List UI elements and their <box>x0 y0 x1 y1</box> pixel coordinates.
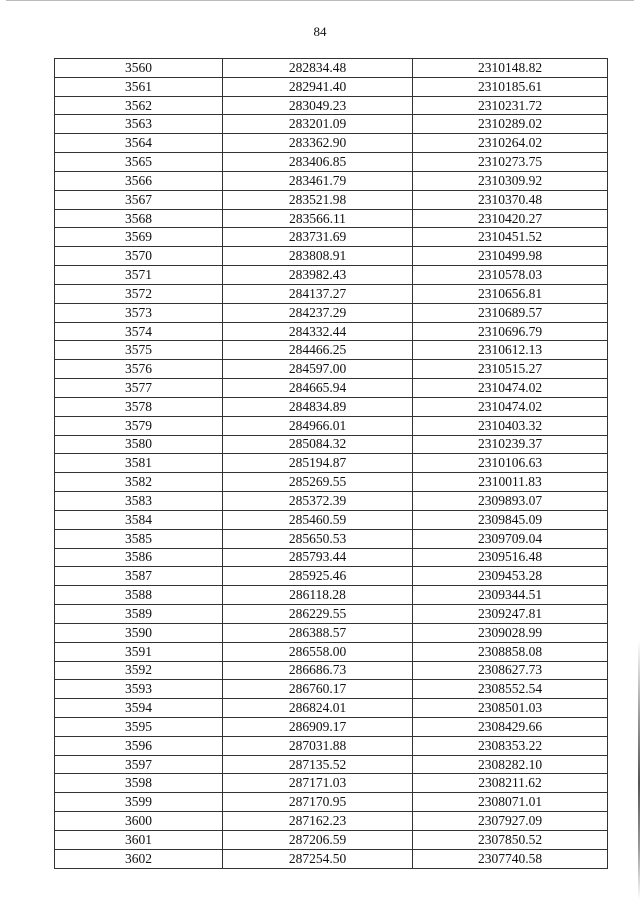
x-coordinate-cell: 286760.17 <box>223 680 413 699</box>
x-coordinate-cell: 284597.00 <box>223 360 413 379</box>
y-coordinate-cell: 2310420.27 <box>413 209 608 228</box>
point-number-cell: 3598 <box>55 774 223 793</box>
x-coordinate-cell: 284466.25 <box>223 341 413 360</box>
table-row <box>55 228 608 247</box>
x-coordinate-cell: 286909.17 <box>223 717 413 736</box>
y-coordinate-cell: 2310264.02 <box>413 134 608 153</box>
y-coordinate-cell: 2308552.54 <box>413 680 608 699</box>
point-number-cell: 3599 <box>55 793 223 812</box>
x-coordinate-cell: 284137.27 <box>223 284 413 303</box>
x-coordinate-cell: 283049.23 <box>223 96 413 115</box>
x-coordinate-cell: 285793.44 <box>223 548 413 567</box>
point-number-cell: 3565 <box>55 153 223 172</box>
table-row <box>55 322 608 341</box>
table-row <box>55 774 608 793</box>
x-coordinate-cell: 283982.43 <box>223 266 413 285</box>
table-row <box>55 341 608 360</box>
table-row <box>55 473 608 492</box>
y-coordinate-cell: 2310273.75 <box>413 153 608 172</box>
point-number-cell: 3589 <box>55 605 223 624</box>
table-row <box>55 717 608 736</box>
table-row <box>55 303 608 322</box>
point-number-cell: 3585 <box>55 529 223 548</box>
y-coordinate-cell: 2310148.82 <box>413 59 608 78</box>
x-coordinate-cell: 287254.50 <box>223 849 413 868</box>
table-row <box>55 642 608 661</box>
point-number-cell: 3595 <box>55 717 223 736</box>
point-number-cell: 3572 <box>55 284 223 303</box>
y-coordinate-cell: 2310474.02 <box>413 397 608 416</box>
point-number-cell: 3600 <box>55 812 223 831</box>
y-coordinate-cell: 2310499.98 <box>413 247 608 266</box>
y-coordinate-cell: 2308282.10 <box>413 755 608 774</box>
x-coordinate-cell: 287135.52 <box>223 755 413 774</box>
table-row <box>55 492 608 511</box>
y-coordinate-cell: 2308071.01 <box>413 793 608 812</box>
point-number-cell: 3596 <box>55 736 223 755</box>
table-row <box>55 190 608 209</box>
x-coordinate-cell: 283566.11 <box>223 209 413 228</box>
point-number-cell: 3573 <box>55 303 223 322</box>
point-number-cell: 3568 <box>55 209 223 228</box>
y-coordinate-cell: 2309028.99 <box>413 623 608 642</box>
table-row <box>55 266 608 285</box>
table-row <box>55 454 608 473</box>
x-coordinate-cell: 284834.89 <box>223 397 413 416</box>
point-number-cell: 3569 <box>55 228 223 247</box>
point-number-cell: 3563 <box>55 115 223 134</box>
y-coordinate-cell: 2310403.32 <box>413 416 608 435</box>
y-coordinate-cell: 2310370.48 <box>413 190 608 209</box>
point-number-cell: 3562 <box>55 96 223 115</box>
y-coordinate-cell: 2310515.27 <box>413 360 608 379</box>
y-coordinate-cell: 2308627.73 <box>413 661 608 680</box>
y-coordinate-cell: 2308858.08 <box>413 642 608 661</box>
y-coordinate-cell: 2310106.63 <box>413 454 608 473</box>
table-row <box>55 793 608 812</box>
table-row <box>55 247 608 266</box>
x-coordinate-cell: 283201.09 <box>223 115 413 134</box>
point-number-cell: 3584 <box>55 510 223 529</box>
point-number-cell: 3577 <box>55 379 223 398</box>
x-coordinate-cell: 283521.98 <box>223 190 413 209</box>
table-row <box>55 529 608 548</box>
table-row <box>55 284 608 303</box>
point-number-cell: 3574 <box>55 322 223 341</box>
x-coordinate-cell: 283731.69 <box>223 228 413 247</box>
x-coordinate-cell: 285650.53 <box>223 529 413 548</box>
y-coordinate-cell: 2310689.57 <box>413 303 608 322</box>
x-coordinate-cell: 285925.46 <box>223 567 413 586</box>
x-coordinate-cell: 285194.87 <box>223 454 413 473</box>
y-coordinate-cell: 2310612.13 <box>413 341 608 360</box>
x-coordinate-cell: 284966.01 <box>223 416 413 435</box>
x-coordinate-cell: 286824.01 <box>223 699 413 718</box>
x-coordinate-cell: 287171.03 <box>223 774 413 793</box>
x-coordinate-cell: 287031.88 <box>223 736 413 755</box>
y-coordinate-cell: 2310656.81 <box>413 284 608 303</box>
y-coordinate-cell: 2307850.52 <box>413 830 608 849</box>
y-coordinate-cell: 2309516.48 <box>413 548 608 567</box>
table-row <box>55 397 608 416</box>
point-number-cell: 3593 <box>55 680 223 699</box>
point-number-cell: 3567 <box>55 190 223 209</box>
point-number-cell: 3591 <box>55 642 223 661</box>
point-number-cell: 3578 <box>55 397 223 416</box>
y-coordinate-cell: 2309709.04 <box>413 529 608 548</box>
table-row <box>55 510 608 529</box>
point-number-cell: 3594 <box>55 699 223 718</box>
point-number-cell: 3576 <box>55 360 223 379</box>
table-row <box>55 605 608 624</box>
table-row <box>55 812 608 831</box>
table-row <box>55 830 608 849</box>
x-coordinate-cell: 286686.73 <box>223 661 413 680</box>
table-row <box>55 379 608 398</box>
y-coordinate-cell: 2308501.03 <box>413 699 608 718</box>
x-coordinate-cell: 282834.48 <box>223 59 413 78</box>
x-coordinate-cell: 283362.90 <box>223 134 413 153</box>
table-row <box>55 755 608 774</box>
x-coordinate-cell: 284665.94 <box>223 379 413 398</box>
point-number-cell: 3592 <box>55 661 223 680</box>
point-number-cell: 3590 <box>55 623 223 642</box>
x-coordinate-cell: 287170.95 <box>223 793 413 812</box>
x-coordinate-cell: 286558.00 <box>223 642 413 661</box>
table-row <box>55 153 608 172</box>
table-row <box>55 849 608 868</box>
x-coordinate-cell: 282941.40 <box>223 77 413 96</box>
table-row <box>55 661 608 680</box>
point-number-cell: 3581 <box>55 454 223 473</box>
table-row <box>55 96 608 115</box>
table-row <box>55 115 608 134</box>
y-coordinate-cell: 2308429.66 <box>413 717 608 736</box>
point-number-cell: 3588 <box>55 586 223 605</box>
point-number-cell: 3570 <box>55 247 223 266</box>
table-row <box>55 586 608 605</box>
y-coordinate-cell: 2310011.83 <box>413 473 608 492</box>
y-coordinate-cell: 2309247.81 <box>413 605 608 624</box>
x-coordinate-cell: 287206.59 <box>223 830 413 849</box>
point-number-cell: 3579 <box>55 416 223 435</box>
table-row <box>55 77 608 96</box>
point-number-cell: 3582 <box>55 473 223 492</box>
y-coordinate-cell: 2310696.79 <box>413 322 608 341</box>
table-row <box>55 209 608 228</box>
point-number-cell: 3597 <box>55 755 223 774</box>
x-coordinate-cell: 284332.44 <box>223 322 413 341</box>
y-coordinate-cell: 2309845.09 <box>413 510 608 529</box>
x-coordinate-cell: 285084.32 <box>223 435 413 454</box>
point-number-cell: 3602 <box>55 849 223 868</box>
point-number-cell: 3601 <box>55 830 223 849</box>
point-number-cell: 3586 <box>55 548 223 567</box>
table-row <box>55 59 608 78</box>
table-row <box>55 134 608 153</box>
table-row <box>55 567 608 586</box>
x-coordinate-cell: 286229.55 <box>223 605 413 624</box>
table-row <box>55 435 608 454</box>
x-coordinate-cell: 285269.55 <box>223 473 413 492</box>
point-number-cell: 3575 <box>55 341 223 360</box>
point-number-cell: 3583 <box>55 492 223 511</box>
y-coordinate-cell: 2310185.61 <box>413 77 608 96</box>
table-row <box>55 171 608 190</box>
point-number-cell: 3587 <box>55 567 223 586</box>
point-number-cell: 3560 <box>55 59 223 78</box>
y-coordinate-cell: 2307927.09 <box>413 812 608 831</box>
point-number-cell: 3580 <box>55 435 223 454</box>
point-number-cell: 3564 <box>55 134 223 153</box>
page-number: 84 <box>313 24 327 39</box>
y-coordinate-cell: 2309344.51 <box>413 586 608 605</box>
y-coordinate-cell: 2310578.03 <box>413 266 608 285</box>
page-top-edge <box>6 0 634 1</box>
y-coordinate-cell: 2308211.62 <box>413 774 608 793</box>
y-coordinate-cell: 2310309.92 <box>413 171 608 190</box>
table-row <box>55 680 608 699</box>
table-row <box>55 623 608 642</box>
table-row <box>55 360 608 379</box>
x-coordinate-cell: 285460.59 <box>223 510 413 529</box>
x-coordinate-cell: 283808.91 <box>223 247 413 266</box>
point-number-cell: 3566 <box>55 171 223 190</box>
y-coordinate-cell: 2309893.07 <box>413 492 608 511</box>
y-coordinate-cell: 2310474.02 <box>413 379 608 398</box>
x-coordinate-cell: 283406.85 <box>223 153 413 172</box>
table-row <box>55 736 608 755</box>
x-coordinate-cell: 287162.23 <box>223 812 413 831</box>
y-coordinate-cell: 2308353.22 <box>413 736 608 755</box>
y-coordinate-cell: 2309453.28 <box>413 567 608 586</box>
y-coordinate-cell: 2310451.52 <box>413 228 608 247</box>
table-row <box>55 548 608 567</box>
y-coordinate-cell: 2310289.02 <box>413 115 608 134</box>
x-coordinate-cell: 283461.79 <box>223 171 413 190</box>
point-number-cell: 3561 <box>55 77 223 96</box>
coordinates-table <box>54 58 608 869</box>
x-coordinate-cell: 286118.28 <box>223 586 413 605</box>
coordinates-table-body <box>55 59 608 869</box>
point-number-cell: 3571 <box>55 266 223 285</box>
table-row <box>55 416 608 435</box>
x-coordinate-cell: 284237.29 <box>223 303 413 322</box>
table-row <box>55 699 608 718</box>
y-coordinate-cell: 2307740.58 <box>413 849 608 868</box>
y-coordinate-cell: 2310239.37 <box>413 435 608 454</box>
x-coordinate-cell: 286388.57 <box>223 623 413 642</box>
x-coordinate-cell: 285372.39 <box>223 492 413 511</box>
y-coordinate-cell: 2310231.72 <box>413 96 608 115</box>
